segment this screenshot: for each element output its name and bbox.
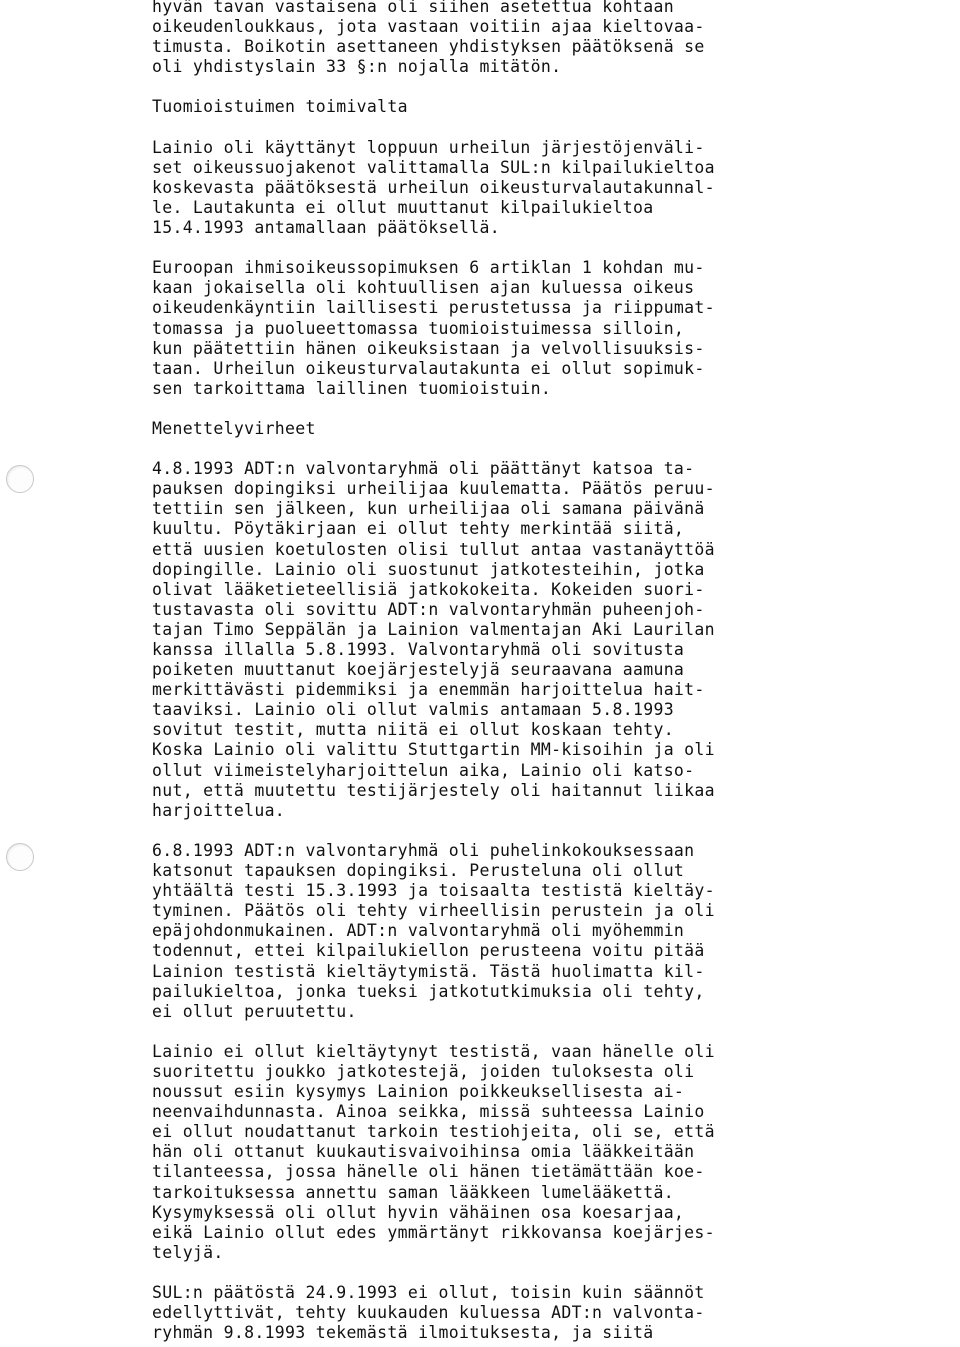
- text-line: yhtäältä testi 15.3.1993 ja toisaalta testistä kieltäy-: [152, 881, 715, 901]
- text-line: Lainio oli käyttänyt loppuun urheilun järjestöjenväli-: [152, 137, 705, 157]
- text-line: kaan jokaisella oli kohtuullisen ajan kuluessa oikeus: [152, 278, 695, 298]
- text-line: Euroopan ihmisoikeussopimuksen 6 artiklan 1 kohdan mu-: [152, 258, 705, 278]
- paragraph-gap: [152, 439, 792, 459]
- text-line: suoritettu joukko jatkotestejä, joiden tuloksesta oli: [152, 1061, 695, 1081]
- text-line: edellyttivät, tehty kuukauden kuluessa ADT:n valvonta-: [152, 1303, 705, 1323]
- text-line: pailukieltoa, jonka tueksi jatkotutkimuksia oli tehty,: [152, 981, 705, 1001]
- text-line: eikä Lainio ollut edes ymmärtänyt rikkovansa koejärjes-: [152, 1222, 715, 1242]
- text-line: poiketen muuttanut koejärjestelyjä seuraavana aamuna: [152, 660, 685, 680]
- text-line: tustavasta oli sovittu ADT:n valvontaryhmän puheenjoh-: [152, 599, 705, 619]
- text-line: dopingille. Lainio oli suostunut jatkotesteihin, jotka: [152, 559, 705, 579]
- text-line: tomassa ja puolueettomassa tuomioistuimessa silloin,: [152, 318, 685, 338]
- text-line: hyvän tavan vastaisena oli siihen asetettua kohtaan: [152, 0, 674, 16]
- paragraph-aug-4: [152, 459, 792, 821]
- text-line: tilanteessa, jossa hänelle oli hänen tietämättään koe-: [152, 1162, 705, 1182]
- text-line: tettiin sen jälkeen, kun urheilijaa oli samana päivänä: [152, 499, 705, 519]
- text-line: kanssa illalla 5.8.1993. Valvontaryhmä oli sovitusta: [152, 640, 685, 659]
- paragraph-gap: [152, 1022, 792, 1042]
- text-line: katsonut tapauksen dopingiksi. Perusteluna oli ollut: [152, 861, 685, 881]
- text-line: tyminen. Päätös oli tehty virheellisin perustein ja oli: [152, 901, 715, 921]
- text-line: hän oli ottanut kuukautisvaivoihinsa omia lääkkeitään: [152, 1142, 695, 1162]
- text-line: tajan Timo Seppälän ja Lainion valmentajan Aki Laurilan: [152, 619, 715, 639]
- text-line: telyjä.: [152, 1242, 224, 1262]
- text-line: merkittävästi pidemmiksi ja enemmän harjoittelua hait-: [152, 680, 705, 700]
- paragraph-legal-remedies: [152, 138, 792, 238]
- text-line: oli yhdistyslain 33 §:n nojalla mitätön.: [152, 57, 562, 77]
- text-line: 15.4.1993 antamallaan päätöksellä.: [152, 218, 500, 238]
- text-line: ei ollut noudattanut tarkoin testiohjeita, oli se, että: [152, 1122, 715, 1142]
- punch-hole-lower: [6, 843, 34, 871]
- document-page: [152, 0, 792, 1343]
- text-line: oikeudenkäyntiin laillisesti perustetussa ja riippumat-: [152, 298, 715, 318]
- text-line: kuultu. Pöytäkirjaan ei ollut tehty merkintää siitä,: [152, 519, 685, 539]
- text-line: ei ollut peruutettu.: [152, 1001, 357, 1021]
- paragraph-gap: [152, 77, 792, 97]
- text-line: set oikeussuojakenot valittamalla SUL:n kilpailukieltoa: [152, 157, 715, 177]
- text-line: koskevasta päätöksestä urheilun oikeusturvalautakunnal-: [152, 177, 715, 197]
- paragraph-gap: [152, 399, 792, 419]
- paragraph-gap: [152, 118, 792, 138]
- text-line: olivat lääketieteellisiä jatkokokeita. Kokeiden suori-: [152, 579, 705, 599]
- section-heading-jurisdiction: Tuomioistuimen toimivalta: [152, 97, 408, 117]
- text-line: harjoittelua.: [152, 800, 286, 820]
- text-line: le. Lautakunta ei ollut muuttanut kilpailukieltoa: [152, 197, 654, 217]
- text-line: tarkoituksessa annettu saman lääkkeen lumelääkettä.: [152, 1182, 674, 1202]
- text-line: 6.8.1993 ADT:n valvontaryhmä oli puhelinkokouksessaan: [152, 840, 695, 860]
- text-line: neenvaihdunnasta. Ainoa seikka, missä suhteessa Lainio: [152, 1102, 705, 1122]
- paragraph-human-rights: [152, 258, 792, 399]
- punch-hole-upper: [6, 465, 34, 493]
- text-line: taaviksi. Lainio oli ollut valmis antamaan 5.8.1993: [152, 700, 674, 720]
- paragraph-gap: [152, 821, 792, 841]
- paragraph-gap: [152, 1263, 792, 1283]
- text-line: ryhmän 9.8.1993 tekemästä ilmoituksesta, ja siitä: [152, 1323, 654, 1343]
- text-line: sen tarkoittama laillinen tuomioistuin.: [152, 378, 552, 398]
- paragraph-aug-6: [152, 841, 792, 1022]
- text-line: ollut viimeistelyharjoittelun aika, Lainio oli katso-: [152, 760, 695, 780]
- text-line: Lainio ei ollut kieltäytynyt testistä, vaan hänelle oli: [152, 1041, 715, 1061]
- text-line: todennut, ettei kilpailukiellon perusteena voitu pitää: [152, 941, 705, 961]
- paragraph-boycott: [152, 0, 792, 77]
- text-line: taan. Urheilun oikeusturvalautakunta ei ollut sopimuk-: [152, 358, 705, 378]
- text-line: Lainion testistä kieltäytymistä. Tästä huolimatta kil-: [152, 961, 705, 981]
- text-line: nut, että muutettu testijärjestely oli haitannut liikaa: [152, 780, 715, 800]
- section-heading-procedural-errors: Menettelyvirheet: [152, 418, 316, 438]
- paragraph-gap: [152, 238, 792, 258]
- text-line: sovitut testit, mutta niitä ei ollut koskaan tehty.: [152, 720, 674, 740]
- text-line: timusta. Boikotin asettaneen yhdistyksen päätöksenä se: [152, 37, 705, 57]
- text-line: Kysymyksessä oli ollut hyvin vähäinen osa koesarjaa,: [152, 1202, 685, 1222]
- text-line: epäjohdonmukainen. ADT:n valvontaryhmä oli myöhemmin: [152, 921, 685, 941]
- paragraph-no-refusal: [152, 1042, 792, 1263]
- text-line: noussut esiin kysymys Lainion poikkeuksellisesta ai-: [152, 1082, 685, 1102]
- text-line: Koska Lainio oli valittu Stuttgartin MM-kisoihin ja oli: [152, 740, 715, 760]
- text-line: oikeudenloukkaus, jota vastaan voitiin ajaa kieltovaa-: [152, 17, 705, 37]
- text-line: pauksen dopingiksi urheilijaa kuulematta. Päätös peruu-: [152, 479, 715, 499]
- paragraph-sul-decision: [152, 1283, 792, 1343]
- text-line: SUL:n päätöstä 24.9.1993 ei ollut, toisin kuin säännöt: [152, 1283, 705, 1302]
- text-line: kun päätettiin hänen oikeuksistaan ja velvollisuuksis-: [152, 338, 705, 358]
- text-line: 4.8.1993 ADT:n valvontaryhmä oli päättänyt katsoa ta-: [152, 459, 695, 479]
- text-line: että uusien koetulosten olisi tullut antaa vastanäyttöä: [152, 539, 715, 559]
